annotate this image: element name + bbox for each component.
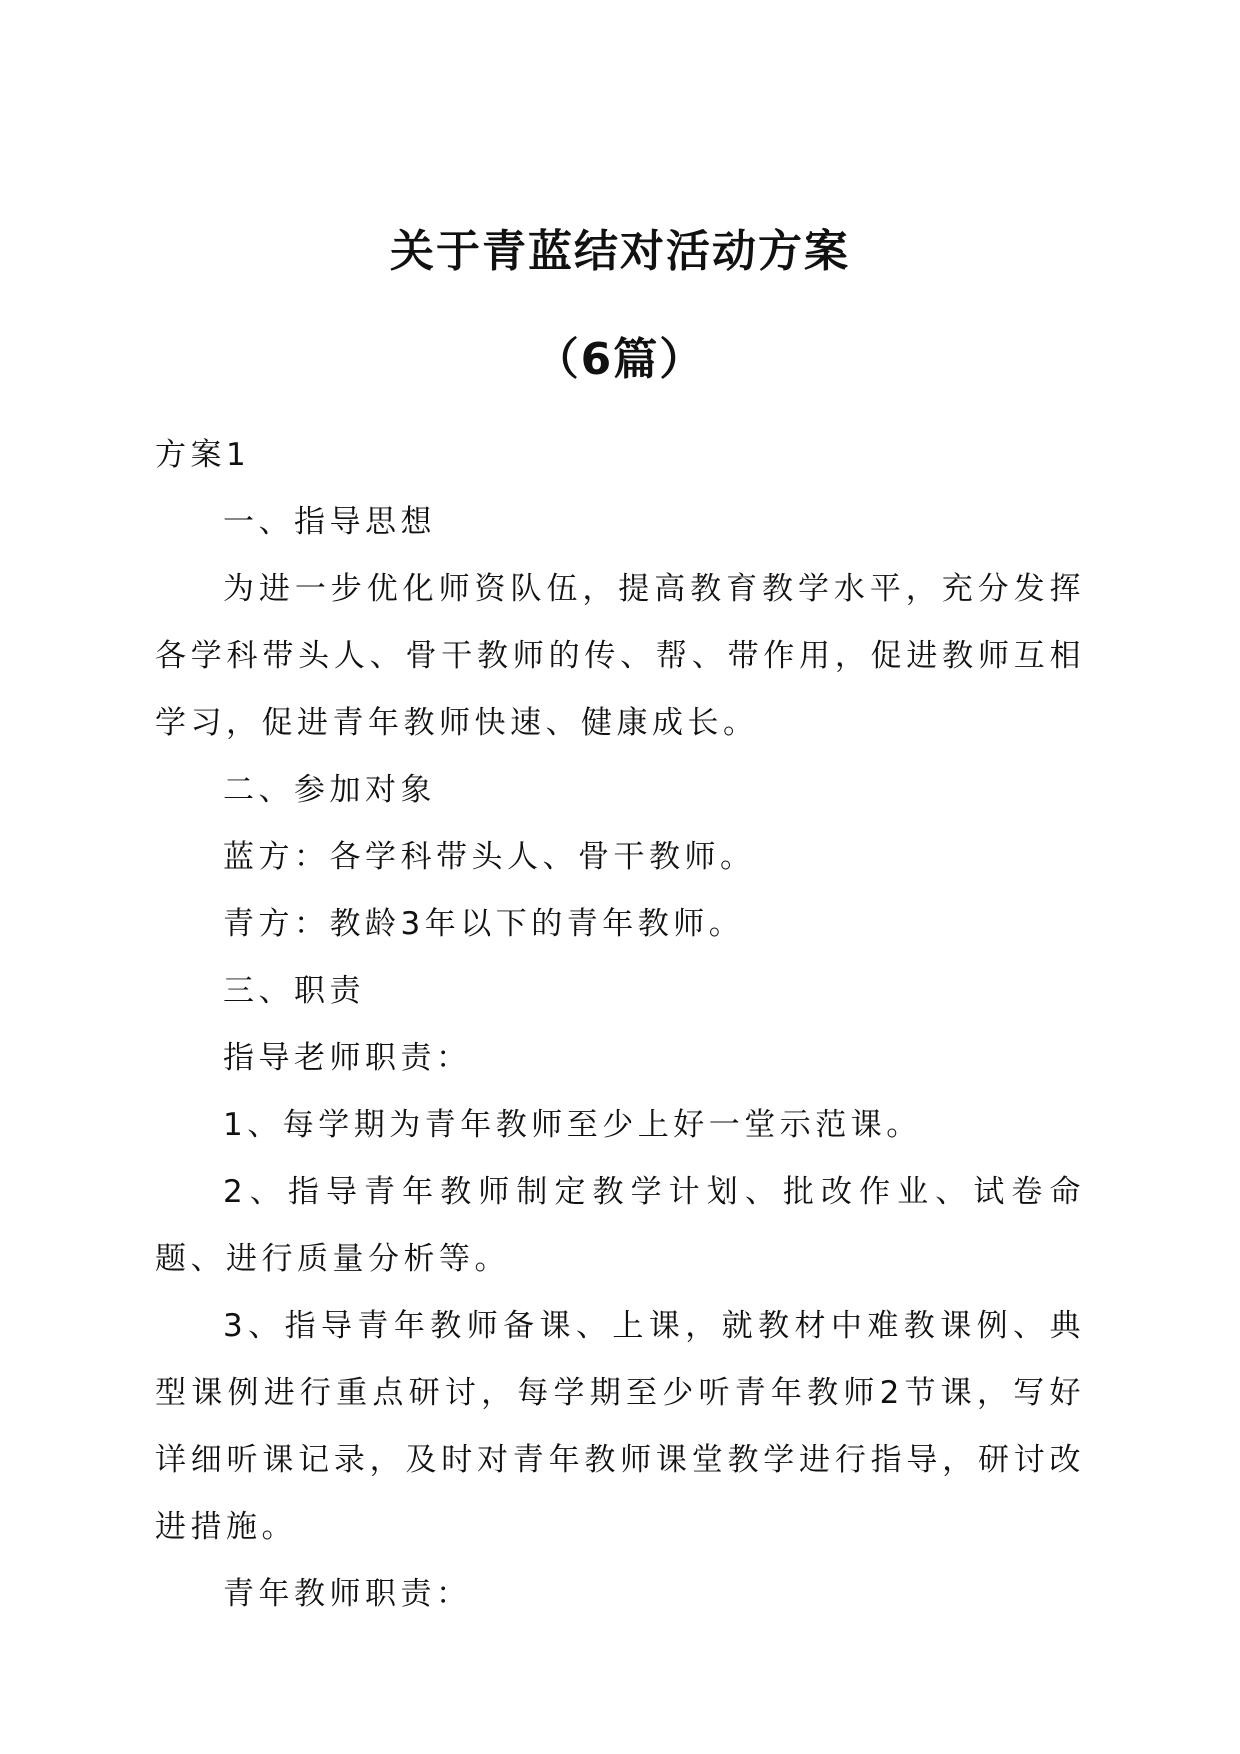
- document-subtitle: （6篇）: [534, 334, 706, 385]
- list-item-2: 2、指导青年教师制定教学计划、批改作业、试卷命题、进行质量分析等。: [155, 1174, 1085, 1277]
- paragraph-guiding-ideology: 为进一步优化师资队伍，提高教育教学水平，充分发挥各学科带头人、骨干教师的传、帮、带作用，促进教师互相学习，促进青年教师快速、健康成长。: [155, 571, 1085, 741]
- heading-participants: 二、参加对象: [223, 772, 436, 808]
- heading-responsibilities: 三、职责: [223, 973, 365, 1009]
- list-item-3: 3、指导青年教师备课、上课，就教材中难教课例、典型课例进行重点研讨，每学期至少听青年教师2节课，写好详细听课记录，及时对青年教师课堂教学进行指导，研讨改进措施。: [155, 1308, 1085, 1545]
- document-title: 关于青蓝结对活动方案: [390, 226, 850, 277]
- subheading-young-teacher-duties: 青年教师职责：: [223, 1576, 472, 1612]
- paragraph-blue-side: 蓝方：各学科带头人、骨干教师。: [223, 839, 756, 875]
- list-item-1: 1、每学期为青年教师至少上好一堂示范课。: [223, 1107, 922, 1143]
- section-label: 方案1: [155, 437, 251, 473]
- paragraph-green-side: 青方：教龄3年以下的青年教师。: [223, 906, 745, 942]
- subheading-mentor-duties: 指导老师职责：: [223, 1040, 472, 1076]
- heading-guiding-ideology: 一、指导思想: [223, 504, 436, 540]
- document-body: [155, 422, 1085, 1628]
